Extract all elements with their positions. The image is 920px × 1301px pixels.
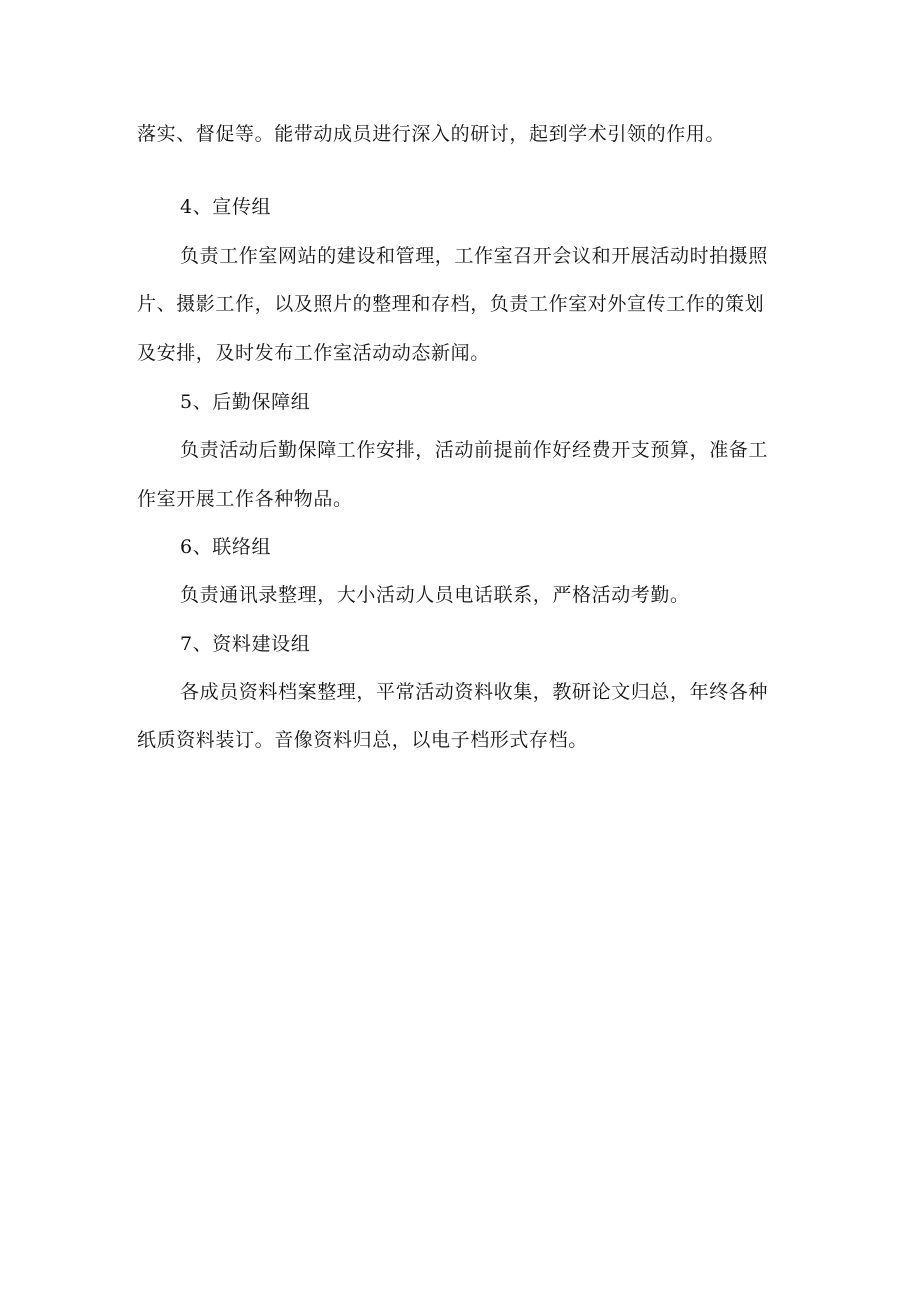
section-heading-logistics: 5、后勤保障组 <box>180 391 311 413</box>
section-heading-materials: 7、资料建设组 <box>180 633 311 655</box>
section-heading-liaison: 6、联络组 <box>180 536 272 558</box>
paragraph-line: 负责活动后勤保障工作安排，活动前提前作好经费开支预算，准备工 <box>180 439 769 461</box>
paragraph-line: 负责通讯录整理，大小活动人员电话联系，严格活动考勤。 <box>180 584 690 606</box>
paragraph-line: 落实、督促等。能带动成员进行深入的研讨，起到学术引领的作用。 <box>137 123 726 145</box>
paragraph-line: 纸质资料装订。音像资料归总，以电子档形式存档。 <box>137 729 588 751</box>
section-heading-publicity: 4、宣传组 <box>180 196 272 218</box>
paragraph-line: 片、摄影工作，以及照片的整理和存档，负责工作室对外宣传工作的策划 <box>137 293 765 315</box>
paragraph-line: 负责工作室网站的建设和管理，工作室召开会议和开展活动时拍摄照 <box>180 245 769 267</box>
paragraph-line: 作室开展工作各种物品。 <box>137 488 353 510</box>
paragraph-line: 各成员资料档案整理，平常活动资料收集，教研论文归总，年终各种 <box>180 681 769 703</box>
paragraph-line: 及安排，及时发布工作室活动动态新闻。 <box>137 342 490 364</box>
